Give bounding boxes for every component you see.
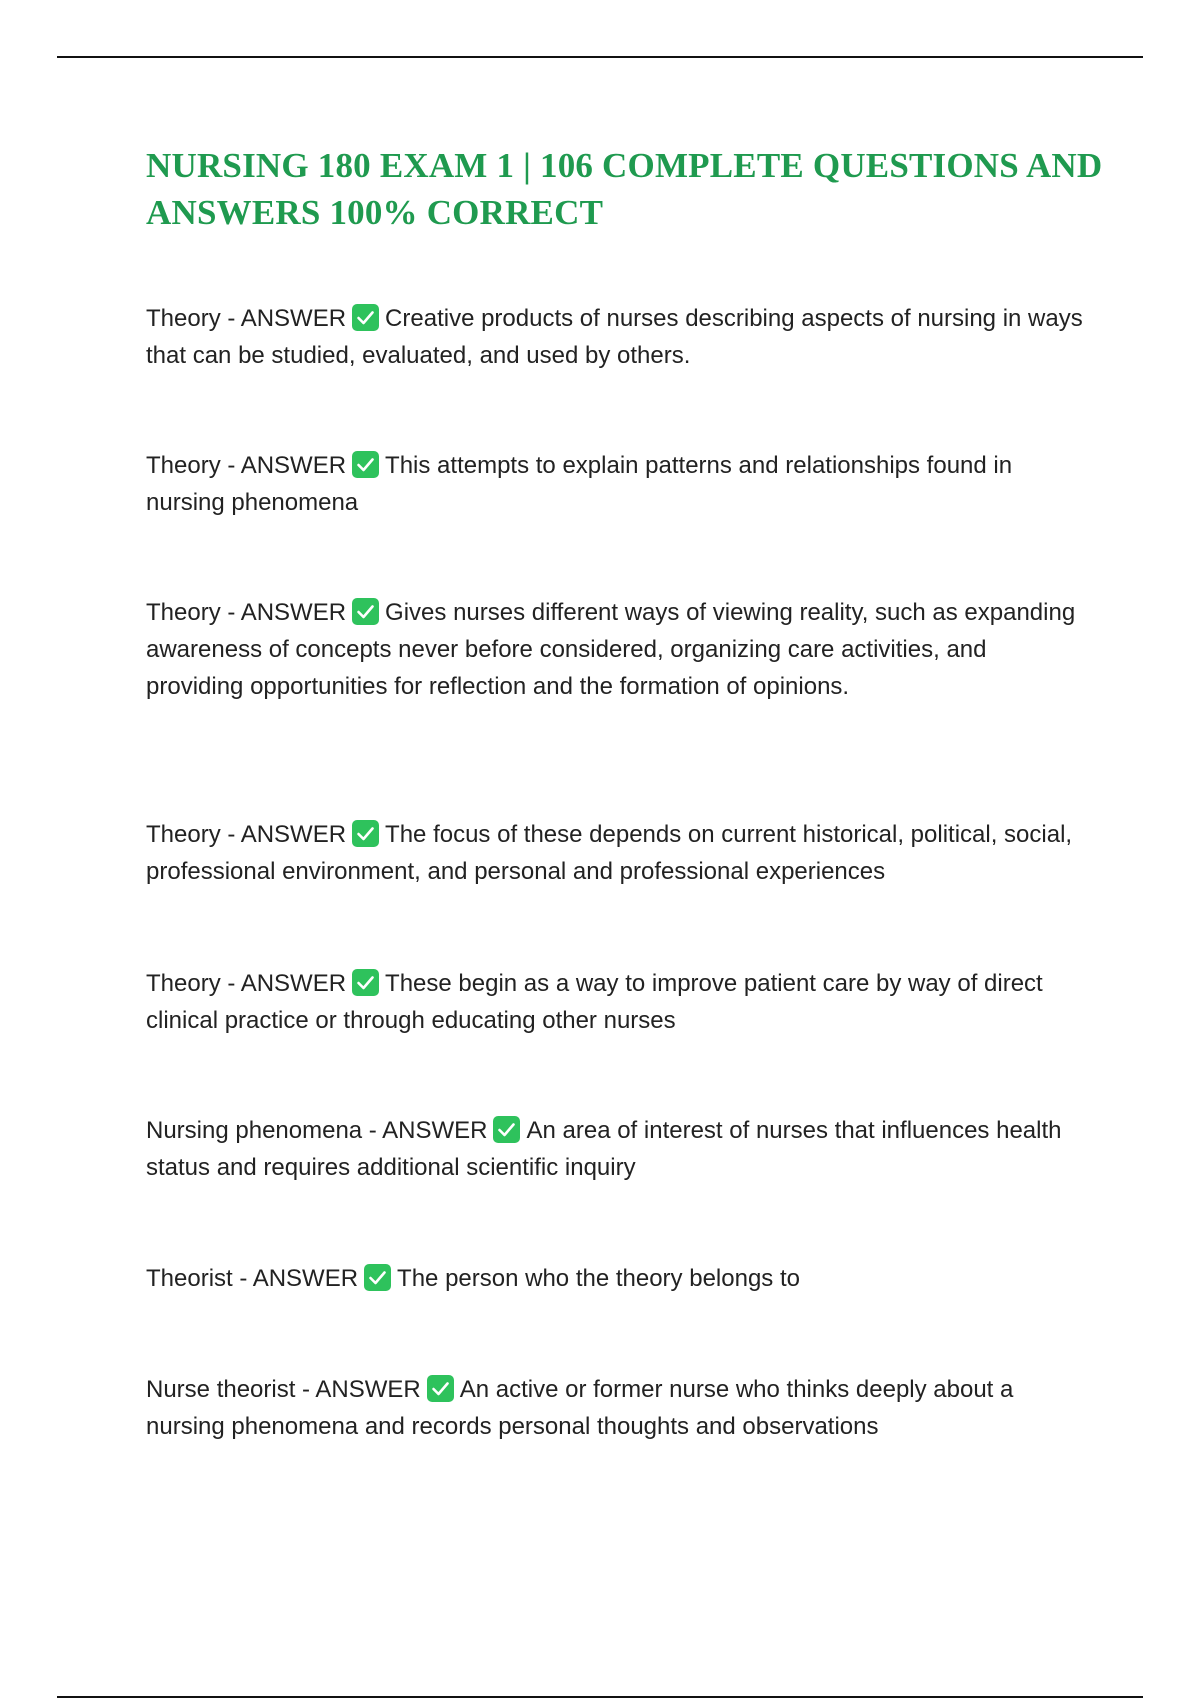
qa-separator: - ANSWER xyxy=(220,305,347,332)
qa-definition: These begin as a way to improve patient care by way of direct clinical practice or through educating other nurses xyxy=(146,970,1043,1034)
qa-term: Nursing phenomena xyxy=(146,1117,363,1144)
check-mark-icon xyxy=(427,1375,454,1402)
qa-term: Theorist xyxy=(146,1265,233,1292)
qa-term: Theory xyxy=(146,821,221,848)
check-mark-icon xyxy=(352,969,379,996)
qa-separator: - ANSWER xyxy=(220,452,347,479)
qa-definition: The focus of these depends on current historical, political, social, professional environment, and personal and professional experiences xyxy=(146,821,1073,885)
qa-item xyxy=(146,816,1086,890)
qa-definition: This attempts to explain patterns and relationships found in nursing phenomena xyxy=(146,452,1013,516)
qa-separator: - ANSWER xyxy=(220,599,347,626)
check-mark-icon xyxy=(352,304,379,331)
bottom-rule xyxy=(57,1696,1143,1698)
check-mark-icon xyxy=(352,598,379,625)
qa-term: Theory xyxy=(146,452,221,479)
qa-term: Nurse theorist xyxy=(146,1376,296,1403)
document-title: NURSING 180 EXAM 1 | 106 COMPLETE QUESTIONS AND ANSWERS 100% CORRECT xyxy=(146,146,1103,232)
qa-separator: - ANSWER xyxy=(362,1117,488,1144)
check-mark-icon xyxy=(364,1264,391,1291)
qa-item xyxy=(146,1260,1086,1297)
qa-definition: Gives nurses different ways of viewing reality, such as expanding awareness of concepts never before considered, organizing care activities, and providing opportunities for reflection and the formation of opinions. xyxy=(146,599,1076,700)
qa-term: Theory xyxy=(146,970,221,997)
qa-definition: An area of interest of nurses that influences health status and requires additional scientific inquiry xyxy=(146,1117,1062,1181)
check-mark-icon xyxy=(352,451,379,478)
top-rule xyxy=(57,56,1143,58)
qa-separator: - ANSWER xyxy=(220,821,347,848)
qa-term: Theory xyxy=(146,305,221,332)
qa-separator: - ANSWER xyxy=(220,970,347,997)
check-mark-icon xyxy=(493,1116,520,1143)
qa-item xyxy=(146,594,1086,705)
qa-item xyxy=(146,1371,1086,1445)
qa-definition: Creative products of nurses describing aspects of nursing in ways that can be studied, evaluated, and used by others. xyxy=(146,305,1083,369)
qa-definition: An active or former nurse who thinks deeply about a nursing phenomena and records personal thoughts and observations xyxy=(146,1376,1014,1440)
check-mark-icon xyxy=(352,820,379,847)
qa-definition: The person who the theory belongs to xyxy=(397,1265,800,1292)
qa-separator: - ANSWER xyxy=(295,1376,421,1403)
qa-separator: - ANSWER xyxy=(232,1265,359,1292)
qa-item xyxy=(146,1112,1086,1186)
qa-item xyxy=(146,965,1086,1039)
qa-term: Theory xyxy=(146,599,221,626)
qa-item xyxy=(146,447,1086,521)
qa-item xyxy=(146,300,1086,374)
